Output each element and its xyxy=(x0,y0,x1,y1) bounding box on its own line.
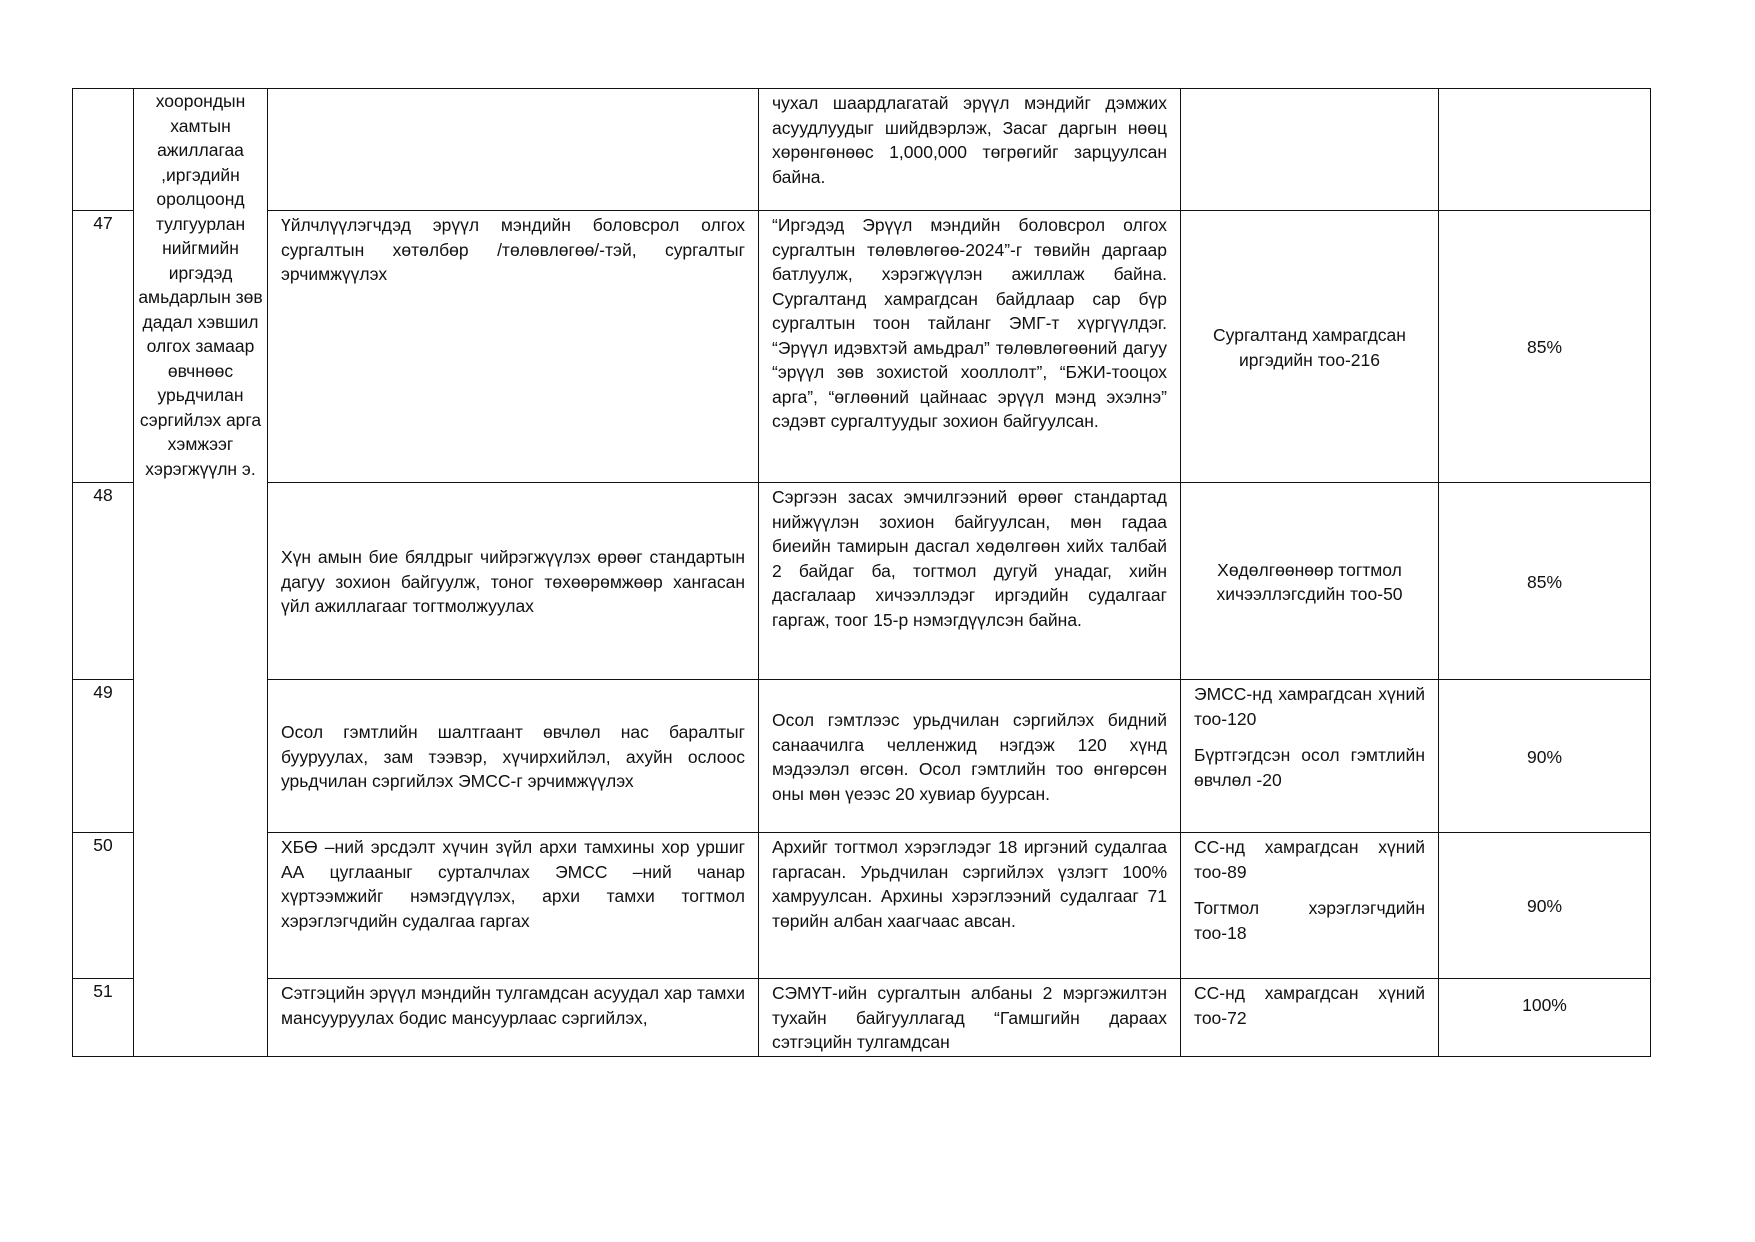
indicator-cell xyxy=(1181,483,1439,680)
table-row xyxy=(73,680,1651,833)
percent-cell xyxy=(1439,89,1651,211)
table-row xyxy=(73,833,1651,979)
indicator-text: ЭМСС-нд хамрагдсан хүний тоо-120 xyxy=(1194,684,1425,729)
percent-cell: 100% xyxy=(1439,979,1651,1057)
indicator-text: СС-нд хамрагдсан хүний тоо-89 xyxy=(1194,837,1425,882)
row-number-cell: 51 xyxy=(73,979,134,1057)
indicator-cell xyxy=(1181,211,1439,483)
percent-cell: 90% xyxy=(1439,833,1651,979)
activity-cell: Сэтгэцийн эрүүл мэндийн тулгамдсан асуудал хар тамхи мансууруулах бодис мансуурлаас сэргийлэх, xyxy=(268,979,759,1057)
result-cell: “Иргэдэд Эрүүл мэндийн боловсрол олгох сургалтын төлөвлөгөө-2024”-г төвийн даргаар батлуулж, хэрэгжүүлэн ажиллаж байна. Сургалтанд хамрагдсан байдлаар сар бүр сургалтын тоон тайланг ЭМГ-т хүргүүлдэг. “Эрүүл идэвхтэй амьдрал” төлөвлөгөөний дагуу “эрүүл зөв зохистой хооллолт”, “БЖИ-тооцох арга”, “өглөөний цайнаас эрүүл мэнд эхэлнэ” сэдэвт сургалтуудыг зохион байгуулсан. xyxy=(759,211,1181,483)
table-row xyxy=(73,979,1651,1057)
row-number-cell: 49 xyxy=(73,680,134,833)
indicator-text: Бүртгэгдсэн осол гэмтлийн өвчлөл -20 xyxy=(1194,745,1425,790)
percent-cell: 85% xyxy=(1439,483,1651,680)
indicator-text: Тогтмол хэрэглэгчдийн тоо-18 xyxy=(1194,898,1425,943)
indicator-cell xyxy=(1181,833,1439,979)
result-cell xyxy=(759,979,1181,1057)
percent-cell: 90% xyxy=(1439,680,1651,833)
result-cell: Сэргээн засах эмчилгээний өрөөг стандартад нийжүүлэн зохион байгуулсан, мөн гадаа биеийн тамирын дасгал хөдөлгөөн хийх талбай 2 байдаг ба, тогтмол дугуй унадаг, хийн дасгалаар хичээллэдэг иргэдийн судалгааг гаргаж, тоог 15-р нэмэгдүүлсэн байна. xyxy=(759,483,1181,680)
activity-report-table xyxy=(72,88,1651,1057)
row-number-cell: 47 xyxy=(73,211,134,483)
indicator-cell xyxy=(1181,680,1439,833)
row-number-cell: 50 xyxy=(73,833,134,979)
result-cell: Осол гэмтлээс урьдчилан сэргийлэх бидний санаачилга челленжид нэгдэж 120 хүнд мэдээлэл өгсөн. Осол гэмтлийн тоо өнгөрсөн оны мөн үеээс 20 хувиар буурсан. xyxy=(759,680,1181,833)
indicator-text: Хөдөлгөөнөөр тогтмол хичээллэгсдийн тоо-50 xyxy=(1216,559,1403,604)
activity-cell: ХБӨ –ний эрсдэлт хүчин зүйл архи тамхины хор уршиг АА цуглааныг сурталчлах ЭМСС –ний чанар хүртээмжийг нэмэгдүүлэх, архи тамхи тогтмол хэрэглэгчдийн судалгаа гаргах xyxy=(268,833,759,979)
indicator-cell xyxy=(1181,979,1439,1057)
activity-cell xyxy=(268,89,759,211)
table-row xyxy=(73,483,1651,680)
table-row xyxy=(73,211,1651,483)
goal-cell: хоорондын хамтын ажиллагаа ,иргэдийн оролцоонд тулгуурлан нийгмийн иргэдэд амьдарлын зөв дадал хэвшил олгох замаар өвчнөөс урьдчилан сэргийлэх арга хэмжээг хэрэгжүүлн э. xyxy=(134,89,268,1057)
activity-cell: Хүн амын бие бялдрыг чийрэгжүүлэх өрөөг стандартын дагуу зохион байгуулж, тоног төхөөрөмжөөр хангасан үйл ажиллагааг тогтмолжуулах xyxy=(268,483,759,680)
activity-cell: Үйлчлүүлэгчдэд эрүүл мэндийн боловсрол олгох сургалтын хөтөлбөр /төлөвлөгөө/-тэй, сургалтыг эрчимжүүлэх xyxy=(268,211,759,483)
indicator-cell xyxy=(1181,89,1439,211)
result-cell: Архийг тогтмол хэрэглэдэг 18 иргэний судалгаа гаргасан. Урьдчилан сэргийлэх үзлэгт 100% хамруулсан. Архины хэрэглээний судалгааг 71 төрийн албан хаагчаас авсан. xyxy=(759,833,1181,979)
table-row xyxy=(73,89,1651,211)
row-number-cell xyxy=(73,89,134,211)
row-number-cell: 48 xyxy=(73,483,134,680)
indicator-text: Сургалтанд хамрагдсан иргэдийн тоо-216 xyxy=(1213,325,1406,370)
result-cell: чухал шаардлагатай эрүүл мэндийг дэмжих асуудлуудыг шийдвэрлэж, Засаг даргын нөөц хөрөнгөнөөс 1,000,000 төгрөгийг зарцуулсан байна. xyxy=(759,89,1181,211)
result-text: СЭМҮТ-ийн сургалтын албаны 2 мэргэжилтэн тухайн байгууллагад “Гамшгийн дараах сэтгэцийн тулгамдсан xyxy=(772,983,1167,1052)
indicator-text: СС-нд хамрагдсан хүний тоо-72 xyxy=(1194,983,1425,1028)
activity-cell: Осол гэмтлийн шалтгаант өвчлөл нас баралтыг бууруулах, зам тээвэр, хүчирхийлэл, ахуйн ослоос урьдчилан сэргийлэх ЭМСС-г эрчимжүүлэх xyxy=(268,680,759,833)
percent-cell: 85% xyxy=(1439,211,1651,483)
